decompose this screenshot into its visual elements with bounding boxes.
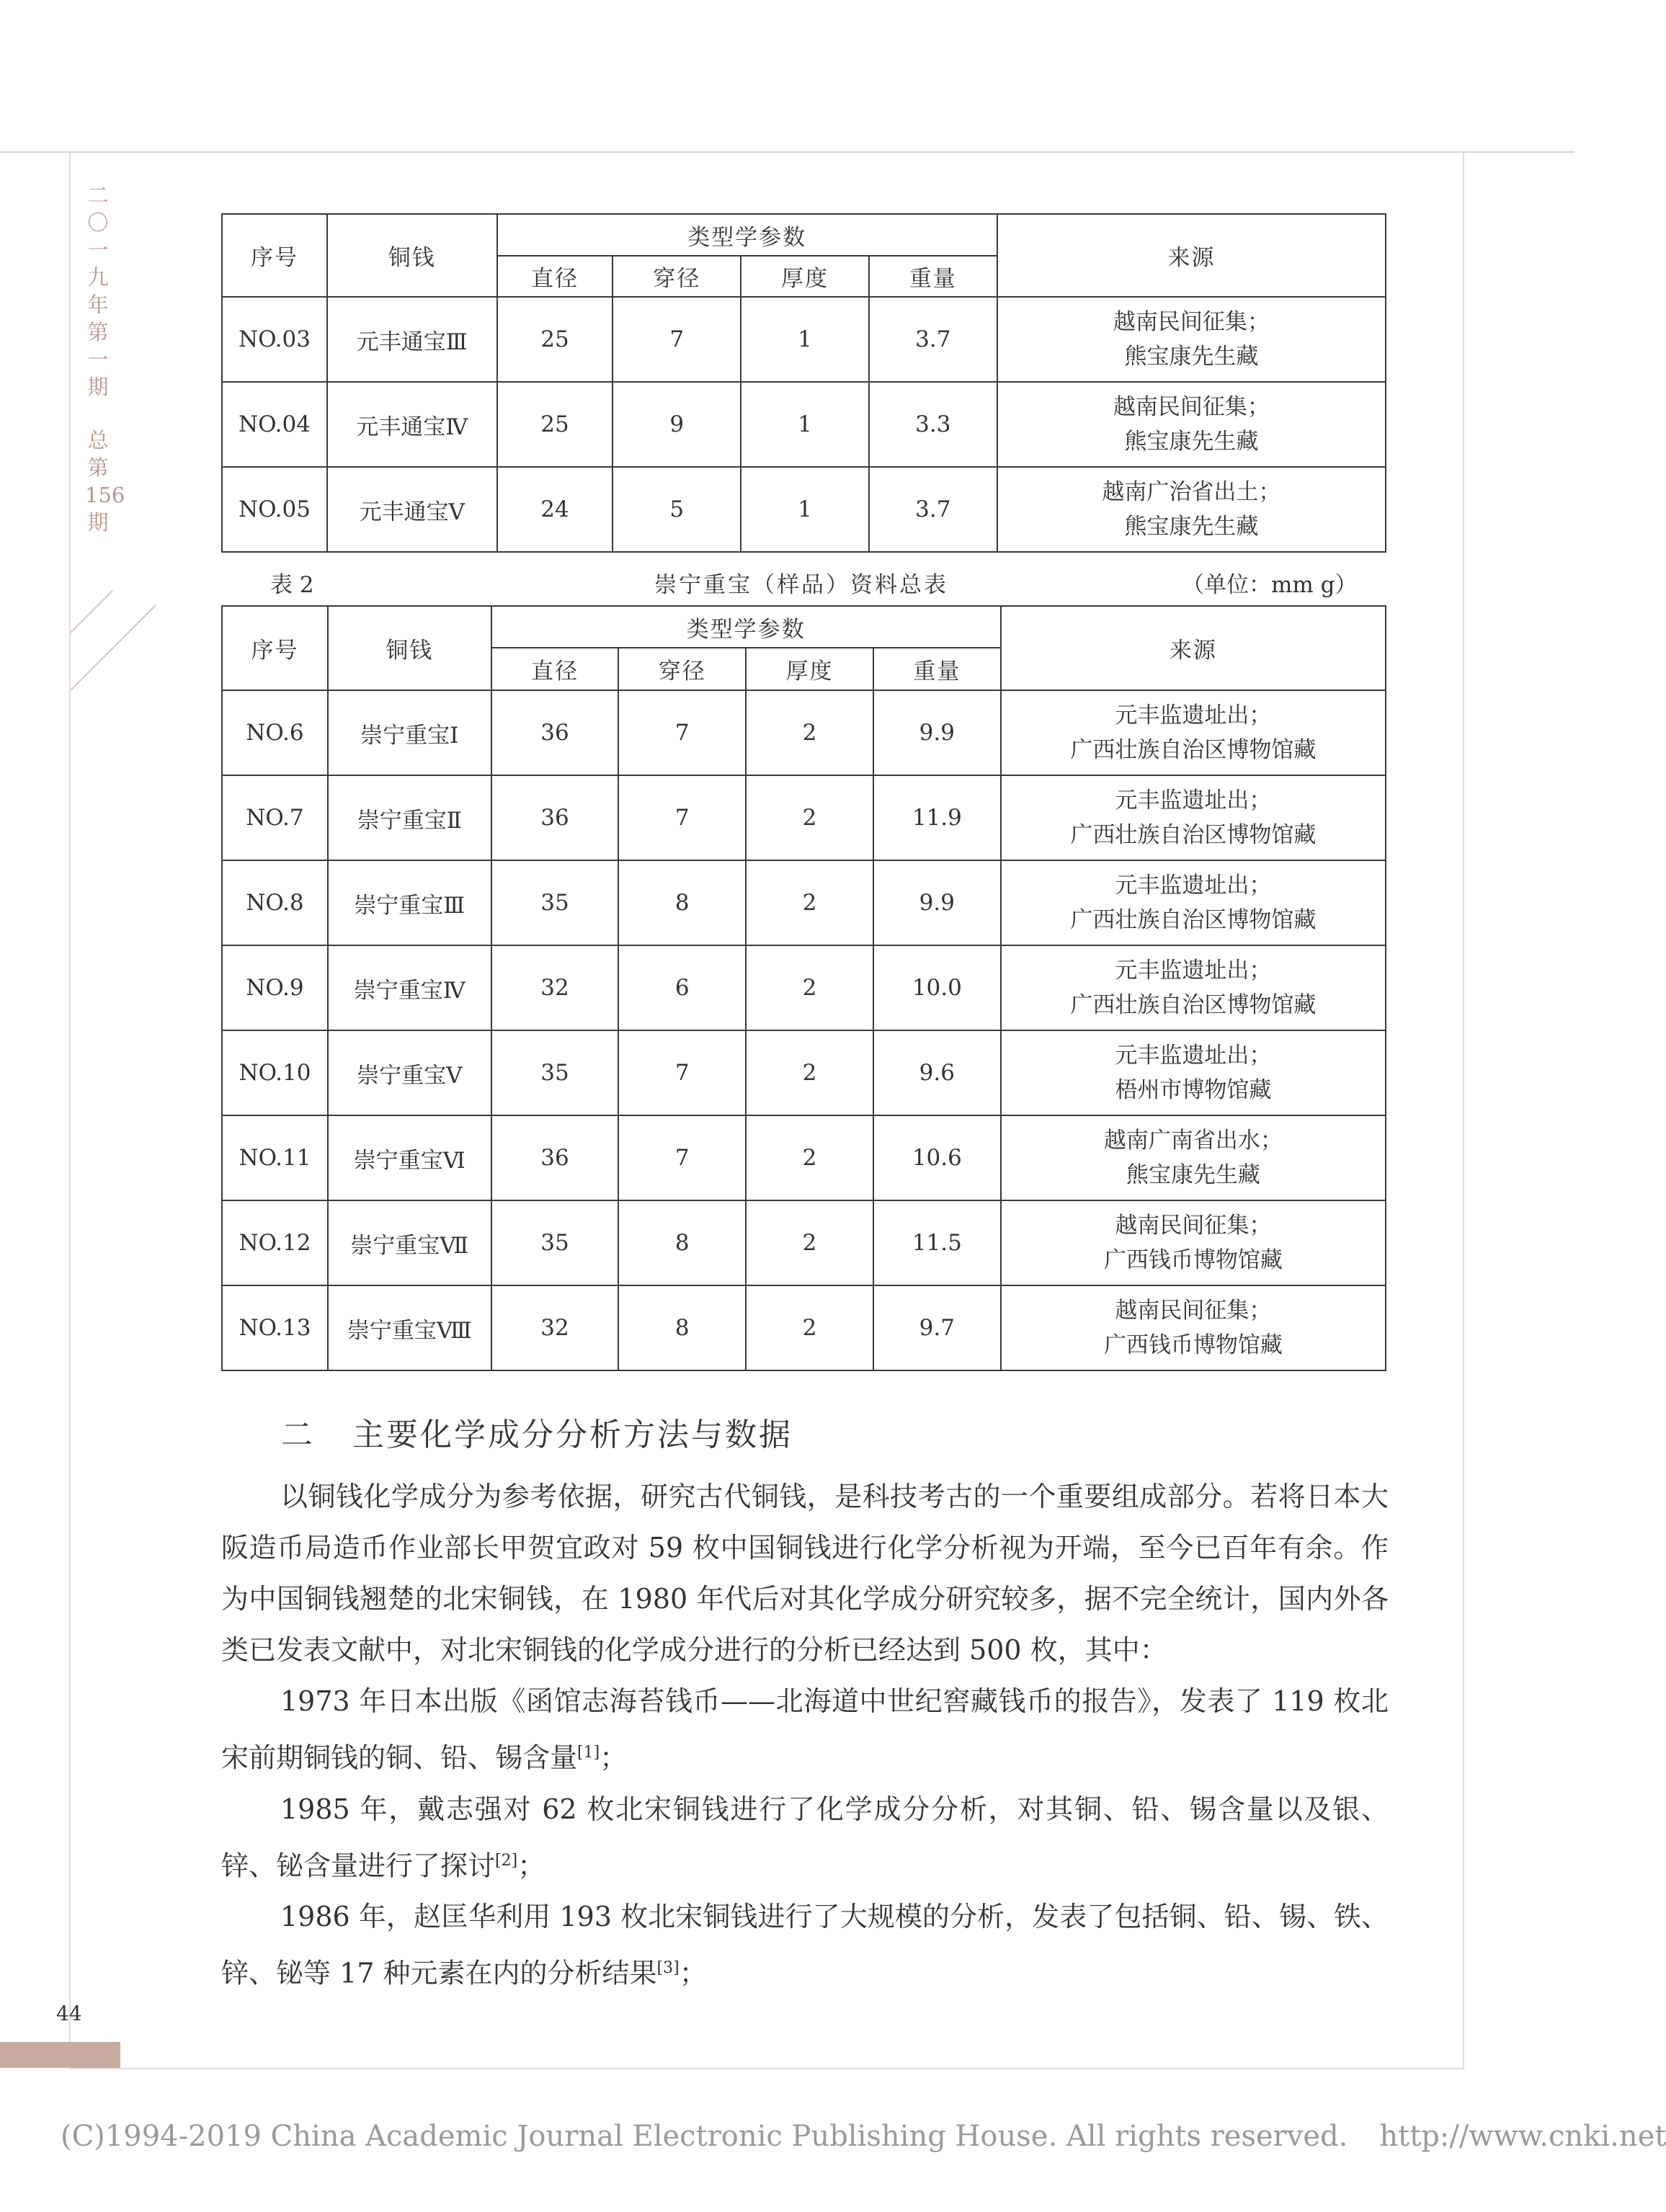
section-title: 主要化学成分分析方法与数据	[352, 1417, 793, 1453]
cell-diameter: 32	[491, 1285, 619, 1370]
cell-hole: 7	[618, 690, 746, 775]
source-line: 广西壮族自治区博物馆藏	[1070, 907, 1317, 933]
source-line: 熊宝康先生藏	[1124, 344, 1259, 370]
cell-weight: 11.9	[873, 775, 1001, 860]
cell-no: NO.04	[222, 382, 327, 467]
cell-hole: 7	[618, 1030, 746, 1115]
header-weight: 重量	[873, 648, 1001, 690]
citation-ref[interactable]: [2]	[495, 1851, 518, 1870]
source-line: 元丰监遗址出；	[1115, 788, 1272, 813]
source-line: 元丰监遗址出；	[1115, 1043, 1272, 1069]
source-line: 越南民间征集；	[1115, 1298, 1272, 1324]
table-row	[222, 690, 1386, 775]
header-coin: 铜钱	[328, 606, 491, 690]
cell-hole: 9	[612, 382, 741, 467]
header-typology: 类型学参数	[497, 214, 997, 256]
citation-ref[interactable]: [3]	[656, 1959, 680, 1978]
cell-source	[1001, 1030, 1386, 1115]
cell-thickness: 2	[746, 1285, 873, 1370]
source-line: 熊宝康先生藏	[1124, 429, 1259, 455]
cell-source	[1001, 860, 1386, 945]
source-line: 越南广南省出水；	[1103, 1128, 1283, 1154]
paragraph-end: ；	[679, 1957, 707, 1989]
cell-diameter: 35	[491, 1030, 619, 1115]
cell-diameter: 36	[491, 1115, 619, 1200]
source-line: 元丰监遗址出；	[1115, 873, 1272, 898]
source-line: 元丰监遗址出；	[1115, 958, 1272, 984]
header-coin: 铜钱	[327, 214, 497, 297]
header-no: 序号	[222, 606, 328, 690]
paragraph-end: ；	[600, 1741, 628, 1774]
journal-spine	[85, 182, 125, 536]
paragraph	[221, 1676, 1389, 1784]
table-row	[222, 297, 1386, 382]
cell-thickness: 2	[746, 690, 873, 775]
cell-source	[1001, 1115, 1386, 1200]
cell-coin: 崇宁重宝Ⅷ	[328, 1285, 491, 1370]
cell-thickness: 1	[741, 382, 869, 467]
decorative-diagonal-lines	[71, 591, 157, 692]
source-line: 越南广治省出土；	[1102, 479, 1281, 505]
paragraph	[221, 1471, 1389, 1676]
source-line: 熊宝康先生藏	[1126, 1162, 1260, 1188]
header-weight: 重量	[869, 256, 997, 297]
cell-weight: 9.7	[873, 1285, 1001, 1370]
source-line: 越南民间征集；	[1113, 309, 1270, 335]
cell-diameter: 32	[491, 945, 619, 1030]
source-line: 梧州市博物馆藏	[1115, 1077, 1272, 1103]
table2-label: 表 2	[270, 572, 314, 598]
cell-weight: 10.0	[873, 945, 1001, 1030]
cell-hole: 7	[612, 297, 741, 382]
cell-source	[1001, 690, 1386, 775]
cell-source	[1001, 945, 1386, 1030]
cell-thickness: 2	[746, 775, 873, 860]
cell-weight: 3.7	[869, 297, 997, 382]
cell-source	[1001, 1285, 1386, 1370]
table-row	[222, 382, 1386, 467]
cell-weight: 9.9	[873, 690, 1001, 775]
source-line: 越南民间征集；	[1115, 1213, 1272, 1239]
cell-thickness: 2	[746, 945, 873, 1030]
cell-no: NO.03	[222, 297, 327, 382]
cell-coin: 崇宁重宝Ⅵ	[328, 1115, 491, 1200]
cell-source	[997, 467, 1386, 552]
cell-coin: 元丰通宝Ⅴ	[327, 467, 497, 552]
cell-weight: 11.5	[873, 1200, 1001, 1285]
table-row	[222, 775, 1386, 860]
cell-coin: 崇宁重宝Ⅴ	[328, 1030, 491, 1115]
source-line: 熊宝康先生藏	[1124, 514, 1259, 540]
paragraph-text: 以铜钱化学成分为参考依据，研究古代铜钱，是科技考古的一个重要组成部分。若将日本大阪造币局造币作业部长甲贺宜政对 59 枚中国铜钱进行化学分析视为开端，至今已百年有余。作为中国铜钱翘楚的北宋铜钱，在 1980 年代后对其化学成分研究较多，据不完全统计，国内外各类已发表文献中，对北宋铜钱的化学成分进行的分析已经达到 500 枚，其中：	[221, 1481, 1389, 1666]
cell-no: NO.7	[222, 775, 328, 860]
cell-hole: 7	[618, 775, 746, 860]
cell-diameter: 35	[491, 860, 619, 945]
page-number-bar	[0, 2042, 120, 2068]
cell-coin: 崇宁重宝Ⅳ	[328, 945, 491, 1030]
coin-table-1	[221, 213, 1386, 553]
table2-title: 崇宁重宝（样品）资料总表	[654, 572, 948, 598]
copyright-footer	[61, 2120, 1666, 2153]
cnki-link[interactable]: http://www.cnki.net	[1379, 2120, 1666, 2153]
cell-weight: 3.3	[869, 382, 997, 467]
cell-weight: 3.7	[869, 467, 997, 552]
header-typology: 类型学参数	[491, 606, 1001, 648]
cell-coin: 元丰通宝Ⅲ	[327, 297, 497, 382]
source-line: 广西壮族自治区博物馆藏	[1070, 737, 1317, 763]
source-line: 越南民间征集；	[1113, 394, 1270, 420]
cell-source	[1001, 775, 1386, 860]
cell-diameter: 36	[491, 690, 619, 775]
cell-no: NO.9	[222, 945, 328, 1030]
header-hole: 穿径	[612, 256, 741, 297]
spine-total-issue: 总第156期	[85, 428, 125, 535]
header-no: 序号	[222, 214, 327, 297]
cell-diameter: 25	[497, 297, 613, 382]
spine-issue: 二〇一九年第一期	[87, 183, 109, 399]
cell-no: NO.11	[222, 1115, 328, 1200]
table-row	[222, 1115, 1386, 1200]
cell-coin: 崇宁重宝Ⅶ	[328, 1200, 491, 1285]
cell-diameter: 25	[497, 382, 613, 467]
cell-no: NO.05	[222, 467, 327, 552]
cell-weight: 9.6	[873, 1030, 1001, 1115]
table-row	[222, 860, 1386, 945]
cell-coin: 崇宁重宝Ⅱ	[328, 775, 491, 860]
cell-diameter: 36	[491, 775, 619, 860]
source-line: 广西壮族自治区博物馆藏	[1070, 992, 1317, 1018]
source-line: 广西钱币博物馆藏	[1103, 1332, 1283, 1358]
paragraph	[221, 1784, 1389, 1892]
table-row	[222, 945, 1386, 1030]
cell-weight: 10.6	[873, 1115, 1001, 1200]
header-thickness: 厚度	[741, 256, 869, 297]
cell-thickness: 1	[741, 297, 869, 382]
cell-hole: 5	[612, 467, 741, 552]
cell-thickness: 2	[746, 860, 873, 945]
cell-no: NO.6	[222, 690, 328, 775]
cell-coin: 崇宁重宝Ⅲ	[328, 860, 491, 945]
header-hole: 穿径	[618, 648, 746, 690]
section-number: 二	[281, 1417, 315, 1453]
table-row	[222, 1285, 1386, 1370]
cell-source	[997, 382, 1386, 467]
copyright-text: (C)1994-2019 China Academic Journal Electronic Publishing House. All rights reserved.	[61, 2120, 1348, 2153]
cell-no: NO.10	[222, 1030, 328, 1115]
header-thickness: 厚度	[746, 648, 873, 690]
body-text	[221, 1471, 1389, 1999]
table2-unit: （单位：mm g）	[1182, 572, 1358, 598]
cell-hole: 8	[618, 860, 746, 945]
paragraph	[221, 1891, 1389, 1999]
coin-table-2	[221, 605, 1386, 1371]
header-source: 来源	[997, 214, 1386, 297]
paragraph-end: ；	[517, 1850, 545, 1882]
section-heading	[281, 1409, 793, 1455]
cell-weight: 9.9	[873, 860, 1001, 945]
cell-diameter: 24	[497, 467, 613, 552]
cell-hole: 8	[618, 1285, 746, 1370]
table-row	[222, 1200, 1386, 1285]
cell-thickness: 1	[741, 467, 869, 552]
cell-source	[1001, 1200, 1386, 1285]
cell-hole: 6	[618, 945, 746, 1030]
source-line: 广西壮族自治区博物馆藏	[1070, 822, 1317, 848]
cell-no: NO.12	[222, 1200, 328, 1285]
cell-no: NO.8	[222, 860, 328, 945]
cell-hole: 7	[618, 1115, 746, 1200]
cell-thickness: 2	[746, 1030, 873, 1115]
paragraph-text: 1986 年，赵匡华利用 193 枚北宋铜钱进行了大规模的分析，发表了包括铜、铅、锡、铁、锌、铋等 17 种元素在内的分析结果	[221, 1901, 1389, 1989]
table-row	[222, 1030, 1386, 1115]
header-diameter: 直径	[497, 256, 613, 297]
paragraph-text: 1985 年，戴志强对 62 枚北宋铜钱进行了化学成分分析，对其铜、铅、锡含量以及银、锌、铋含量进行了探讨	[221, 1793, 1389, 1882]
source-line: 广西钱币博物馆藏	[1103, 1247, 1283, 1273]
paragraph-text: 1973 年日本出版《函馆志海苔钱币——北海道中世纪窖藏钱币的报告》，发表了 119 枚北宋前期铜钱的铜、铅、锡含量	[221, 1685, 1389, 1774]
cell-source	[997, 297, 1386, 382]
table-row	[222, 467, 1386, 552]
cell-no: NO.13	[222, 1285, 328, 1370]
cell-coin: 崇宁重宝Ⅰ	[328, 690, 491, 775]
header-diameter: 直径	[491, 648, 619, 690]
cell-hole: 8	[618, 1200, 746, 1285]
header-source: 来源	[1001, 606, 1386, 690]
cell-thickness: 2	[746, 1115, 873, 1200]
page-number: 44	[56, 2002, 82, 2025]
source-line: 元丰监遗址出；	[1115, 703, 1272, 728]
cell-coin: 元丰通宝Ⅳ	[327, 382, 497, 467]
cell-diameter: 35	[491, 1200, 619, 1285]
cell-thickness: 2	[746, 1200, 873, 1285]
citation-ref[interactable]: [1]	[577, 1744, 600, 1762]
